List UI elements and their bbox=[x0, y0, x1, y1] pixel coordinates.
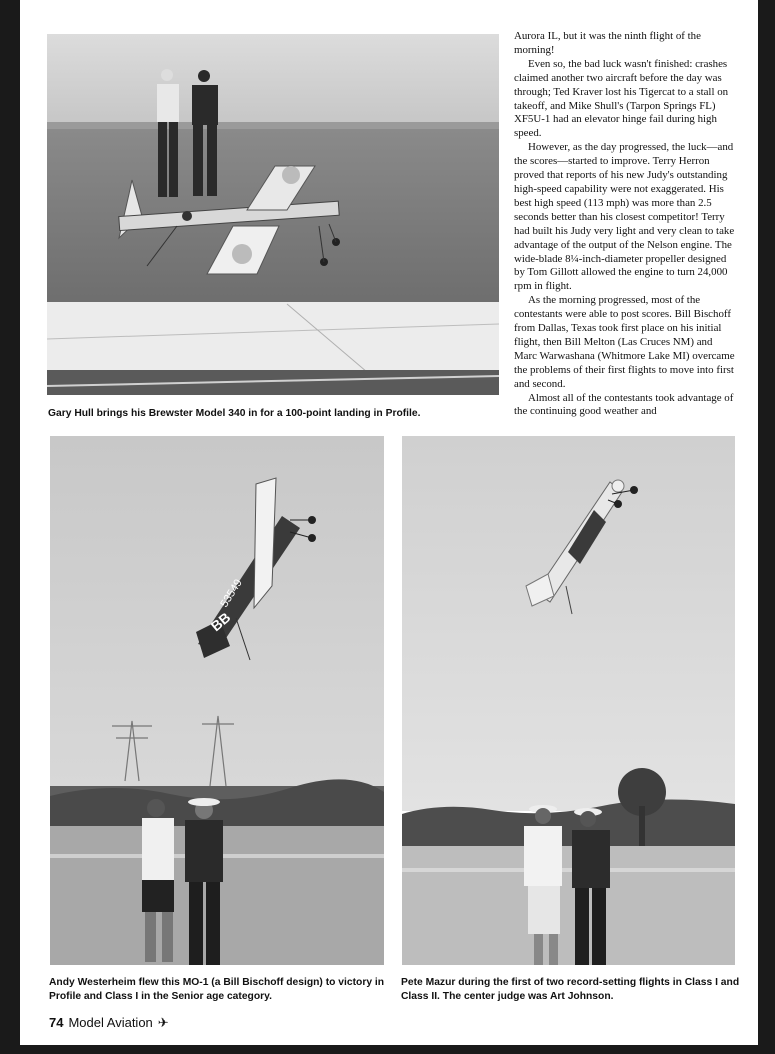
magazine-name: Model Aviation bbox=[68, 1015, 153, 1030]
article-paragraph: However, as the day progressed, the luck—and the scores—started to improve. Terry Herron proved that reports of his new Judy's outstanding high-speed capability were not exaggerated. His best high speed (113 mph) was more than 2.5 seconds better than his closest competitor! Terry had built his Judy very light and very clean to take advantage of the output of the Nelson engine. The wide-blade 8¼-inch-diameter propeller designed by Tom Gillott allowed the engine to turn 24,000 rpm in flight. bbox=[514, 141, 735, 293]
caption-left: Andy Westerheim flew this MO-1 (a Bill Bischoff design) to victory in Profile and Class I in the Senior age category. bbox=[49, 977, 385, 1002]
magazine-page bbox=[20, 0, 758, 1045]
photo-brewster-landing bbox=[47, 34, 499, 395]
article-paragraph: Even so, the bad luck wasn't finished: crashes claimed another two aircraft before the day was through; Ted Kraver lost his Tigercat to a stall on takeoff, and Mike Shull's (Tarpon Springs FL) XF5U-1 had an elevator hinge fail during high speed. bbox=[514, 57, 729, 140]
page-number: 74 bbox=[49, 1015, 64, 1030]
plane-fuselage-number: 53549 bbox=[218, 577, 245, 610]
article-paragraph: Almost all of the contestants took advantage of the continuing good weather and bbox=[514, 391, 734, 418]
page-footer bbox=[49, 1015, 169, 1031]
caption-right: Pete Mazur during the first of two record-setting flights in Class I and Class II. The center judge was Art Johnson. bbox=[401, 977, 740, 1002]
photo-record-flight bbox=[402, 436, 735, 965]
caption-top: Gary Hull brings his Brewster Model 340 in for a 100-point landing in Profile. bbox=[48, 408, 421, 419]
plane-fin-code: BB bbox=[207, 609, 234, 635]
article-column bbox=[514, 30, 736, 419]
article-paragraph: As the morning progressed, most of the contestants were able to post scores. Bill Bischoff from Dallas, Texas took first place on his initial flight, then Bill Melton (Las Cruces NM) and Marc Warwashana (Whitmore Lake MI) overcame the problems of their first flights to move into first and second. bbox=[514, 294, 735, 390]
photo-record-flight-image bbox=[402, 436, 735, 965]
photo-mo1-flight bbox=[50, 436, 384, 965]
photo-brewster-landing-image bbox=[47, 34, 499, 395]
photo-mo1-flight-image bbox=[50, 436, 384, 965]
airplane-icon: ✈ bbox=[157, 1015, 169, 1030]
article-paragraph: Aurora IL, but it was the ninth flight of the morning! bbox=[514, 30, 701, 56]
